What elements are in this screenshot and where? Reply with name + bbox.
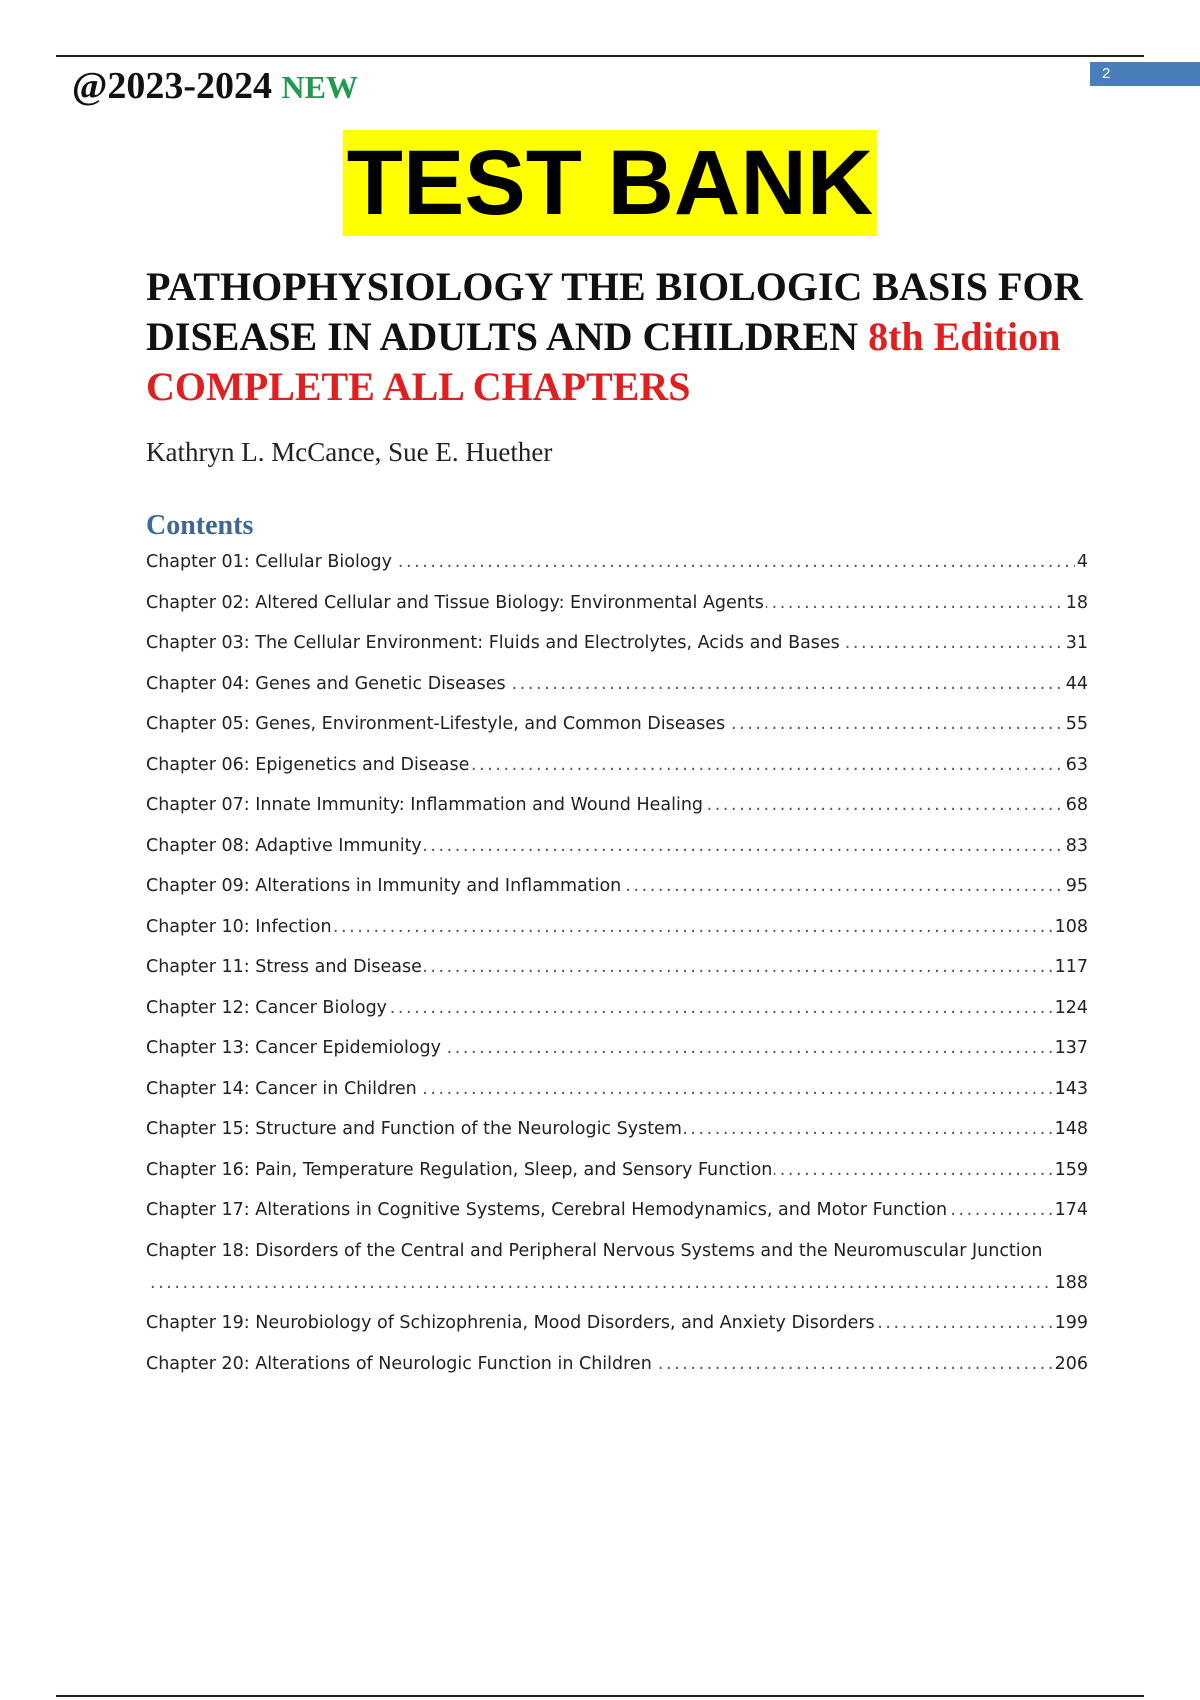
- new-label: NEW: [281, 69, 358, 105]
- toc-entry-page: 83: [1064, 830, 1088, 862]
- toc-entry-chapter-12[interactable]: [146, 992, 1088, 1024]
- toc-entry-chapter-01[interactable]: [146, 546, 1088, 578]
- toc-entry-title: Chapter 07: Innate Immunity: Inflammation and Wound Healing: [146, 795, 704, 815]
- toc-entry-title: Chapter 11: Stress and Disease: [146, 957, 422, 977]
- toc-entry-chapter-20[interactable]: [146, 1348, 1088, 1380]
- toc-entry-page: 68: [1064, 789, 1088, 821]
- toc-entry-page: 206: [1053, 1348, 1088, 1380]
- toc-entry-chapter-03[interactable]: [146, 627, 1088, 659]
- toc-entry-chapter-09[interactable]: [146, 870, 1088, 902]
- toc-entry-page: 199: [1053, 1307, 1088, 1339]
- book-complete-label: COMPLETE ALL CHAPTERS: [146, 364, 691, 409]
- toc-entry-title: Chapter 04: Genes and Genetic Diseases: [146, 673, 506, 694]
- year-line: [72, 62, 358, 111]
- year-label: @2023-2024: [72, 65, 273, 107]
- toc-entry-page: 188: [1053, 1267, 1088, 1299]
- toc-entry-title: Chapter 18: Disorders of the Central and Peripheral Nervous Systems and the Neuromuscular Junction: [146, 1240, 1043, 1261]
- toc-entry-chapter-17[interactable]: [146, 1194, 1088, 1226]
- toc-entry-title: Chapter 05: Genes, Environment-Lifestyle, and Common Diseases: [146, 714, 726, 734]
- test-bank-banner: TEST BANK: [343, 130, 877, 236]
- toc-entry-page: 95: [1064, 870, 1088, 902]
- toc-entry-page: 108: [1053, 911, 1088, 943]
- toc-entry-title: Chapter 02: Altered Cellular and Tissue Biology: Environmental Agents: [146, 592, 764, 613]
- toc-entry-page: 117: [1053, 951, 1088, 983]
- toc-entry-chapter-11[interactable]: [146, 951, 1088, 983]
- toc-entry-title: Chapter 06: Epigenetics and Disease: [146, 754, 470, 775]
- toc-entry-chapter-13[interactable]: [146, 1032, 1088, 1064]
- toc-entry-title: Chapter 17: Alterations in Cognitive Systems, Cerebral Hemodynamics, and Motor Function: [146, 1200, 948, 1220]
- toc-entry-page: 143: [1053, 1073, 1088, 1105]
- toc-entry-page: 137: [1053, 1032, 1088, 1064]
- footer-rule: [56, 1695, 1144, 1697]
- toc-entry-page: 4: [1075, 546, 1088, 578]
- contents-heading: Contents: [146, 510, 254, 541]
- banner-container: [0, 130, 1200, 236]
- toc-entry-chapter-05[interactable]: [146, 708, 1088, 740]
- toc-entry-title: Chapter 10: Infection: [146, 916, 332, 937]
- toc-entry-chapter-18[interactable]: [146, 1235, 1088, 1299]
- book-authors: Kathryn L. McCance, Sue E. Huether: [146, 437, 553, 467]
- toc-entry-title: Chapter 08: Adaptive Immunity: [146, 835, 422, 856]
- toc-entry-chapter-15[interactable]: [146, 1113, 1088, 1145]
- toc-entry-chapter-16[interactable]: [146, 1154, 1088, 1186]
- toc-entry-title: Chapter 16: Pain, Temperature Regulation, Sleep, and Sensory Function: [146, 1159, 773, 1180]
- page-number: 2: [1102, 65, 1111, 82]
- toc-entry-page: 174: [1053, 1194, 1088, 1226]
- toc-entry-chapter-08[interactable]: [146, 830, 1088, 862]
- toc-entry-title: Chapter 13: Cancer Epidemiology: [146, 1038, 441, 1058]
- toc-entry-title: Chapter 03: The Cellular Environment: Fluids and Electrolytes, Acids and Bases: [146, 633, 840, 653]
- toc-entry-title: Chapter 12: Cancer Biology: [146, 997, 388, 1018]
- toc-entry-page: 124: [1053, 992, 1088, 1024]
- toc-entry-title: Chapter 20: Alterations of Neurologic Function in Children: [146, 1353, 652, 1374]
- toc-entry-chapter-14[interactable]: [146, 1073, 1088, 1105]
- toc-entry-chapter-10[interactable]: [146, 911, 1088, 943]
- toc-entry-page: 44: [1064, 668, 1088, 700]
- toc-entry-page: 55: [1064, 708, 1088, 740]
- page-number-tab: [1090, 62, 1200, 86]
- header-rule: [56, 55, 1144, 57]
- toc-entry-page: 18: [1064, 587, 1088, 619]
- toc-entry-page: 148: [1053, 1113, 1088, 1145]
- book-title-main: PATHOPHYSIOLOGY THE BIOLOGIC BASIS FOR DISEASE IN ADULTS AND CHILDREN: [146, 264, 1083, 359]
- toc-entry-chapter-02[interactable]: [146, 587, 1088, 619]
- toc-entry-title: Chapter 19: Neurobiology of Schizophrenia, Mood Disorders, and Anxiety Disorders: [146, 1313, 875, 1333]
- toc-entry-title: Chapter 15: Structure and Function of the Neurologic System: [146, 1119, 682, 1139]
- toc-entry-title: Chapter 14: Cancer in Children: [146, 1078, 417, 1099]
- toc-entry-page: 63: [1064, 749, 1088, 781]
- toc-entry-chapter-07[interactable]: [146, 789, 1088, 821]
- toc-entry-chapter-04[interactable]: [146, 668, 1088, 700]
- toc-entry-page: 159: [1053, 1154, 1088, 1186]
- toc-entry-page: 31: [1064, 627, 1088, 659]
- table-of-contents: [146, 546, 1088, 1388]
- toc-entry-chapter-19[interactable]: [146, 1307, 1088, 1339]
- toc-entry-title: Chapter 01: Cellular Biology: [146, 552, 393, 572]
- toc-entry-chapter-06[interactable]: [146, 749, 1088, 781]
- book-edition: 8th Edition: [868, 314, 1061, 359]
- book-title: [146, 262, 1146, 412]
- toc-entry-title: Chapter 09: Alterations in Immunity and Inflammation: [146, 876, 622, 896]
